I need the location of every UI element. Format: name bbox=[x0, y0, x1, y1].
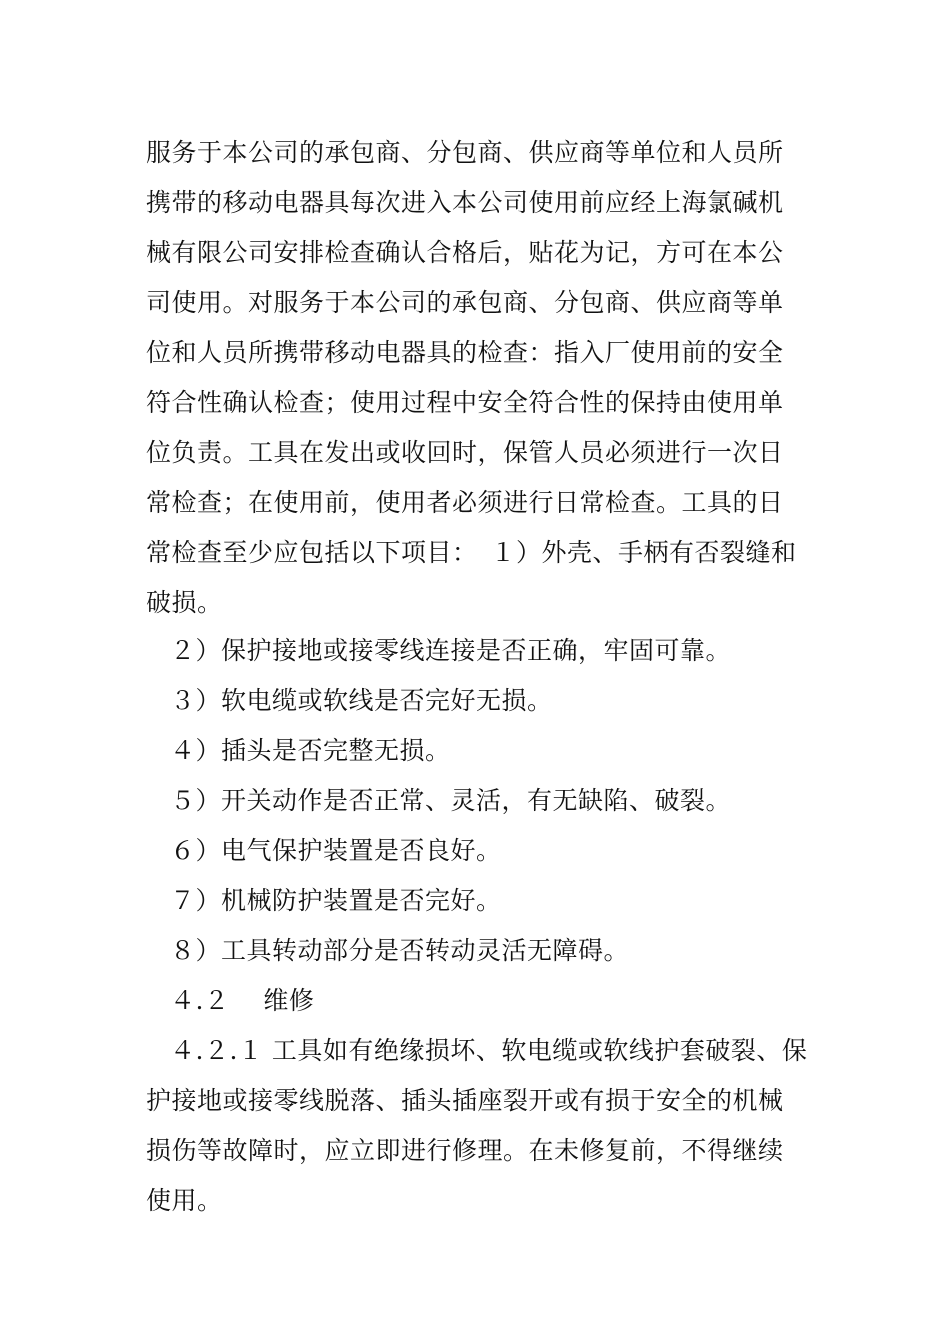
paragraph-line: 护接地或接零线脱落、插头插座裂开或有损于安全的机械 bbox=[146, 1086, 784, 1115]
list-item: ７）机械防护装置是否完好。 bbox=[170, 886, 502, 915]
paragraph-line: 使用。 bbox=[146, 1186, 223, 1215]
paragraph-line: 损伤等故障时，应立即进行修理。在未修复前，不得继续 bbox=[146, 1136, 784, 1165]
list-item: ３）软电缆或软线是否完好无损。 bbox=[170, 686, 553, 715]
paragraph-line: 服务于本公司的承包商、分包商、供应商等单位和人员所 bbox=[146, 138, 784, 167]
paragraph-line: 常检查至少应包括以下项目： １）外壳、手柄有否裂缝和 bbox=[146, 538, 797, 567]
list-item: ８）工具转动部分是否转动灵活无障碍。 bbox=[170, 936, 630, 965]
paragraph-line: ４.２.１ 工具如有绝缘损坏、软电缆或软线护套破裂、保 bbox=[170, 1036, 808, 1065]
paragraph-line: 破损。 bbox=[146, 588, 223, 617]
paragraph-line: 符合性确认检查；使用过程中安全符合性的保持由使用单 bbox=[146, 388, 784, 417]
list-item: ４）插头是否完整无损。 bbox=[170, 736, 451, 765]
list-item: ５）开关动作是否正常、灵活，有无缺陷、破裂。 bbox=[170, 786, 732, 815]
list-item: ６）电气保护装置是否良好。 bbox=[170, 836, 502, 865]
paragraph-line: 位负责。工具在发出或收回时，保管人员必须进行一次日 bbox=[146, 438, 784, 467]
list-item: ２）保护接地或接零线连接是否正确，牢固可靠。 bbox=[170, 636, 732, 665]
paragraph-line: 常检查；在使用前，使用者必须进行日常检查。工具的日 bbox=[146, 488, 784, 517]
paragraph-line: 位和人员所携带移动电器具的检查：指入厂使用前的安全 bbox=[146, 338, 784, 367]
paragraph-line: 司使用。对服务于本公司的承包商、分包商、供应商等单 bbox=[146, 288, 784, 317]
paragraph-line: 械有限公司安排检查确认合格后，贴花为记，方可在本公 bbox=[146, 238, 784, 267]
paragraph-line: 携带的移动电器具每次进入本公司使用前应经上海氯碱机 bbox=[146, 188, 784, 217]
section-heading: ４.２ 维修 bbox=[170, 986, 315, 1015]
